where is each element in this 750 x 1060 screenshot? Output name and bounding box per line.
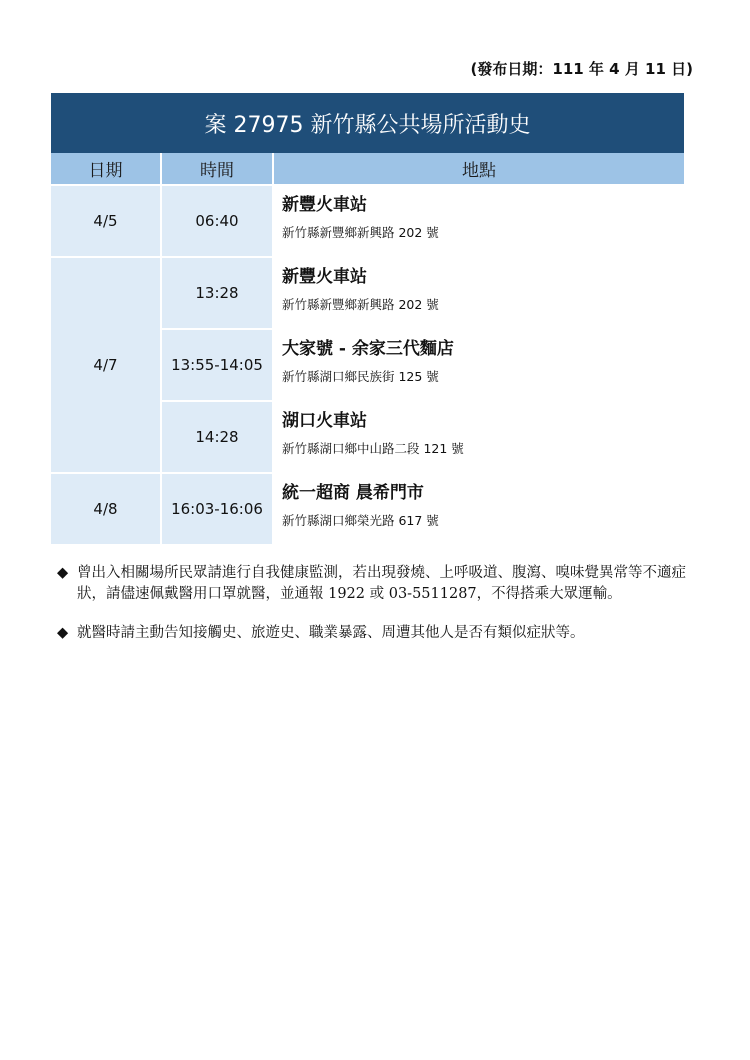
header-time: 時間 <box>161 153 273 185</box>
time-cell: 16:03-16:06 <box>161 473 273 544</box>
notes <box>57 563 697 662</box>
diamond-bullet-icon: ◆ <box>57 625 69 641</box>
location-cell <box>273 329 684 401</box>
location-address: 新竹縣新豐鄉新興路 202 號 <box>282 297 439 312</box>
time-cell: 06:40 <box>161 185 273 257</box>
diamond-bullet-icon: ◆ <box>57 565 69 581</box>
location-address: 新竹縣湖口鄉民族街 125 號 <box>282 369 439 384</box>
table-row <box>51 257 684 329</box>
note-item <box>57 623 697 644</box>
location-cell <box>273 257 684 329</box>
date-cell: 4/5 <box>51 185 161 257</box>
location-name: 新豐火車站 <box>282 195 367 215</box>
date-cell: 4/8 <box>51 473 161 544</box>
table-title: 案 27975 新竹縣公共場所活動史 <box>51 93 684 153</box>
header-location: 地點 <box>273 153 684 185</box>
note-item <box>57 563 697 605</box>
location-name: 大家號 - 余家三代麵店 <box>282 339 454 359</box>
date-cell: 4/7 <box>51 257 161 473</box>
activity-table <box>51 93 684 544</box>
header-date: 日期 <box>51 153 161 185</box>
location-address: 新竹縣湖口鄉榮光路 617 號 <box>282 513 439 528</box>
time-cell: 13:28 <box>161 257 273 329</box>
release-date: (發布日期：111 年 4 月 11 日) <box>470 60 693 78</box>
table-row <box>51 473 684 544</box>
table-title-row <box>51 93 684 153</box>
location-cell <box>273 473 684 544</box>
table-header-row <box>51 153 684 185</box>
time-cell: 13:55-14:05 <box>161 329 273 401</box>
location-address: 新竹縣新豐鄉新興路 202 號 <box>282 225 439 240</box>
note-text: 就醫時請主動告知接觸史、旅遊史、職業暴露、周遭其他人是否有類似症狀等。 <box>77 625 585 641</box>
location-name: 統一超商 晨希門市 <box>282 483 424 503</box>
location-address: 新竹縣湖口鄉中山路二段 121 號 <box>282 441 464 456</box>
location-cell <box>273 401 684 473</box>
note-text: 曾出入相關場所民眾請進行自我健康監測，若出現發燒、上呼吸道、腹瀉、嗅味覺異常等不適症狀，請儘速佩戴醫用口罩就醫，並通報 1922 或 03-5511287，不得搭乘大眾運輸。 <box>77 565 686 602</box>
table-row <box>51 185 684 257</box>
location-name: 新豐火車站 <box>282 267 367 287</box>
location-cell <box>273 185 684 257</box>
location-name: 湖口火車站 <box>282 411 367 431</box>
time-cell: 14:28 <box>161 401 273 473</box>
